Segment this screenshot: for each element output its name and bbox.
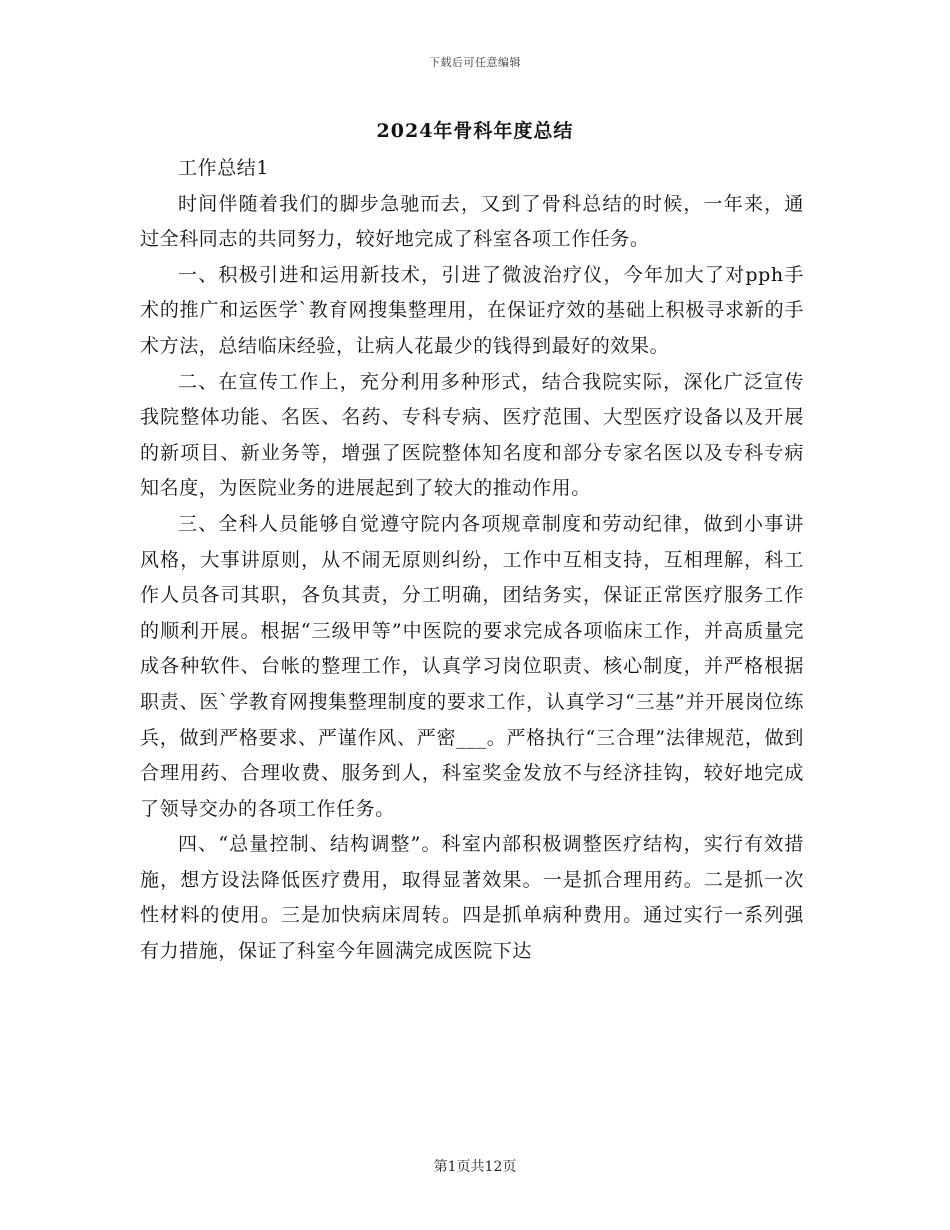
document-body bbox=[140, 151, 804, 970]
paragraph: 一、积极引进和运用新技术，引进了微波治疗仪，今年加大了对pph手术的推广和运医学`教育网搜集整理用，在保证疗效的基础上积极寻求新的手术方法，总结临床经验，让病人花最少的钱得到最好的效果。 bbox=[140, 263, 804, 357]
section-subtitle: 工作总结1 bbox=[178, 157, 270, 179]
paragraph: 二、在宣传工作上，充分利用多种形式，结合我院实际，深化广泛宣传我院整体功能、名医、名药、专科专病、医疗范围、大型医疗设备以及开展的新项目、新业务等，增强了医院整体知名度和部分专家名医以及专科专病知名度，为医院业务的进展起到了较大的推动作用。 bbox=[140, 370, 804, 500]
paragraph: 四、“总量控制、结构调整”。科室内部积极调整医疗结构，实行有效措施，想方设法降低医疗费用，取得显著效果。一是抓合理用药。二是抓一次性材料的使用。三是加快病床周转。四是抓单病种费用。通过实行一系列强有力措施，保证了科室今年圆满完成医院下达 bbox=[140, 833, 804, 963]
header-note: 下载后可任意编辑 bbox=[429, 56, 521, 69]
paragraph: 时间伴随着我们的脚步急驰而去，又到了骨科总结的时候，一年来，通过全科同志的共同努力，较好地完成了科室各项工作任务。 bbox=[140, 192, 804, 251]
paragraph: 三、全科人员能够自觉遵守院内各项规章制度和劳动纪律，做到小事讲风格，大事讲原则，从不闹无原则纠纷，工作中互相支持，互相理解，科工作人员各司其职，各负其责，分工明确，团结务实，保证正常医疗服务工作的顺利开展。根据“三级甲等”中医院的要求完成各项临床工作，并高质量完成各种软件、台帐的整理工作，认真学习岗位职责、核心制度，并严格根据职责、医`学教育网搜集整理制度的要求工作，认真学习“三基”并开展岗位练兵，做到严格要求、严谨作风、严密___。严格执行“三合理”法律规范，做到合理用药、合理收费、服务到人，科室奖金发放不与经济挂钩，较好地完成了领导交办的各项工作任务。 bbox=[140, 512, 804, 820]
document-title: 2024年骨科年度总结 bbox=[376, 120, 574, 142]
page-footer: 第1页共12页 bbox=[433, 1159, 517, 1175]
